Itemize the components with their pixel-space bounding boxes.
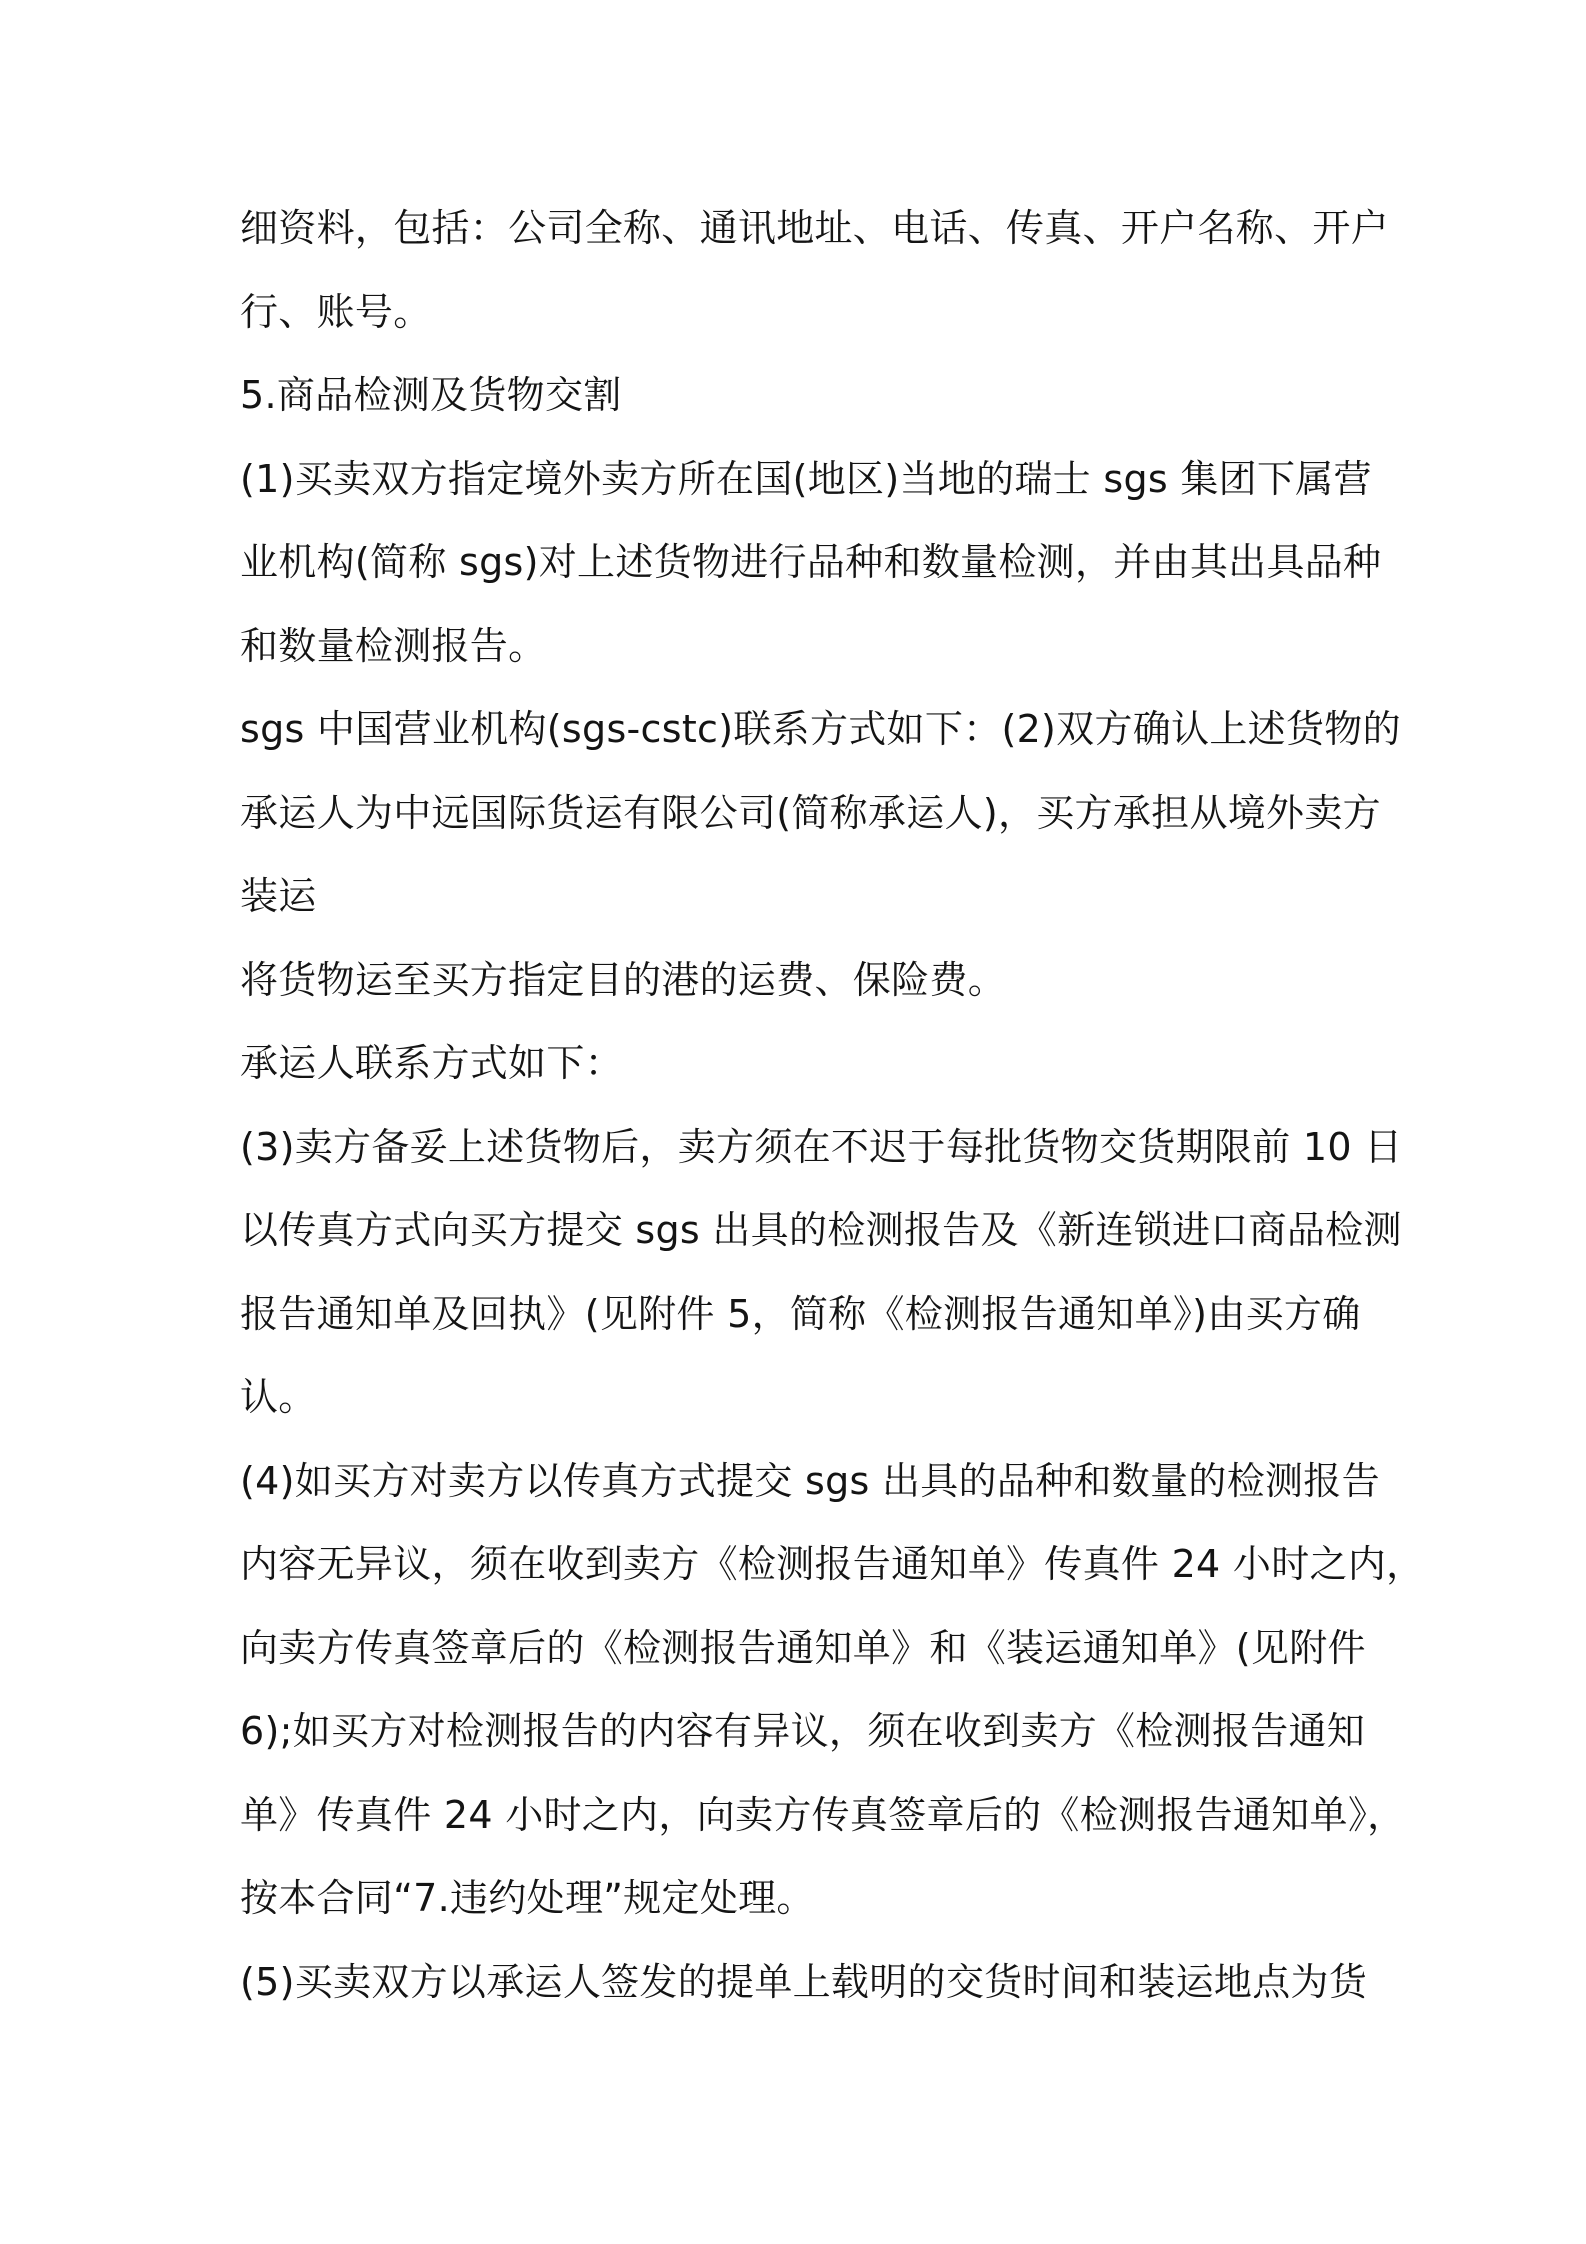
text-line: 细资料，包括：公司全称、通讯地址、电话、传真、开户名称、开户 [240, 206, 1390, 250]
text-line: 和数量检测报告。 [240, 623, 547, 668]
text-line: 以传真方式向买方提交 sgs 出具的检测报告及《新连锁进口商品检测 [240, 1208, 1402, 1252]
text-line: 将货物运至买方指定目的港的运费、保险费。 [240, 957, 1007, 1002]
text-line: (3)卖方备妥上述货物后，卖方须在不迟于每批货物交货期限前 10 日 [240, 1124, 1403, 1169]
text-line: (4)如买方对卖方以传真方式提交 sgs 出具的品种和数量的检测报告 [240, 1458, 1380, 1503]
text-line: 内容无异议，须在收到卖方《检测报告通知单》传真件 24 小时之内， [240, 1542, 1425, 1586]
text-line: 承运人联系方式如下： [240, 1041, 624, 1085]
text-line: 按本合同“7.违约处理”规定处理。 [240, 1876, 815, 1920]
text-line: 向卖方传真签章后的《检测报告通知单》和《装运通知单》(见附件 [240, 1625, 1366, 1670]
text-line: 单》传真件 24 小时之内，向卖方传真签章后的《检测报告通知单》， [240, 1792, 1406, 1837]
text-line: 认。 [240, 1375, 317, 1419]
text-line: 6);如买方对检测报告的内容有异议，须在收到卖方《检测报告通知 [240, 1709, 1366, 1753]
document-body [240, 198, 1425, 2035]
text-line: (5)买卖双方以承运人签发的提单上载明的交货时间和装运地点为货 [240, 1959, 1368, 2004]
text-line: 装运 [240, 874, 317, 918]
section-heading: 5.商品检测及货物交割 [240, 373, 622, 417]
text-line: (1)买卖双方指定境外卖方所在国(地区)当地的瑞士 sgs 集团下属营 [240, 456, 1372, 501]
text-line: 业机构(简称 sgs)对上述货物进行品种和数量检测，并由其出具品种 [240, 540, 1382, 584]
text-line: sgs 中国营业机构(sgs-cstc)联系方式如下：(2)双方确认上述货物的 [240, 707, 1401, 751]
text-line: 承运人为中远国际货运有限公司(简称承运人)，买方承担从境外卖方 [240, 790, 1381, 835]
text-line: 行、账号。 [240, 289, 432, 334]
text-line: 报告通知单及回执》(见附件 5，简称《检测报告通知单》)由买方确 [240, 1291, 1361, 1336]
